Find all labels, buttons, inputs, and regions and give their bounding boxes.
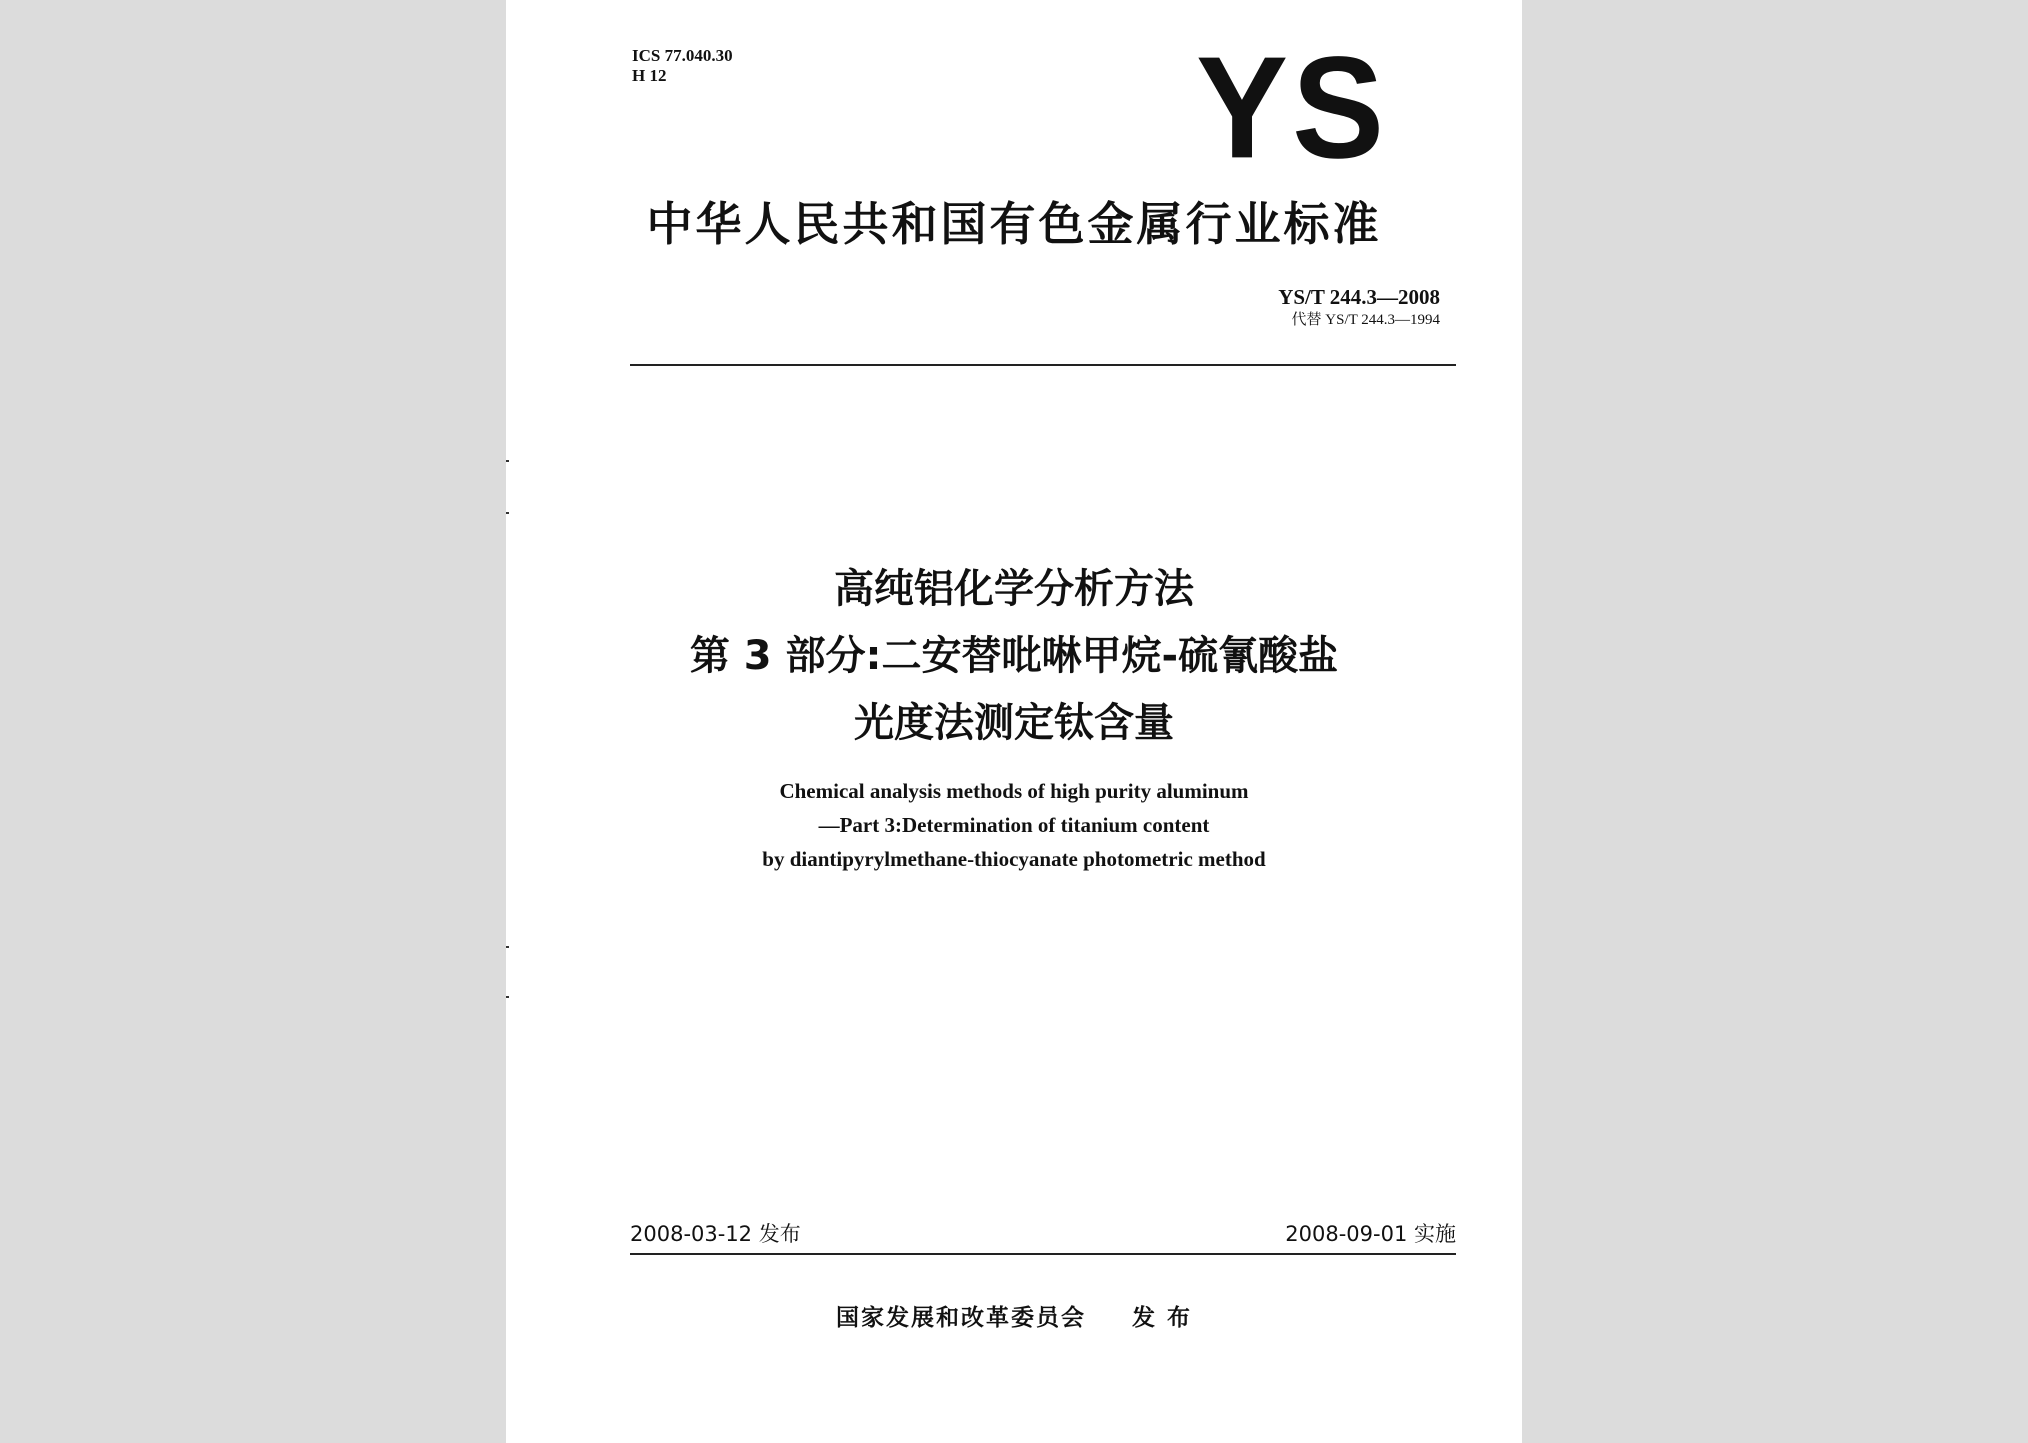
class-code: H 12 [632,66,667,85]
scan-mark [506,512,509,514]
chinese-title [506,556,1522,757]
standard-title: 中华人民共和国有色金属行业标准 [646,197,1382,251]
english-title-line: Chemical analysis methods of high purity aluminum [779,779,1249,803]
issue-date: 2008-03-12 发布 [630,1222,801,1246]
english-title-line: by diantipyrylmethane-thiocyanate photometric method [762,847,1266,871]
bottom-divider [630,1253,1456,1255]
ics-code: ICS 77.040.30 [632,46,733,65]
issuer-line [506,1302,1522,1334]
chinese-title-line: 高纯铝化学分析方法 [834,566,1194,612]
classification-codes [632,46,733,86]
document-page [506,0,1522,1443]
ys-logo: YS [1196,27,1389,189]
english-title [506,774,1522,876]
chinese-title-line: 第 3 部分:二安替吡啉甲烷-硫氰酸盐 [689,633,1339,679]
issuer-name: 国家发展和改革委员会 [835,1305,1086,1331]
standard-number-block [1278,284,1440,330]
top-divider [630,364,1456,366]
issuer-action: 发 布 [1132,1305,1193,1331]
scan-mark [506,460,509,462]
chinese-title-line: 光度法测定钛含量 [854,700,1174,746]
scan-mark [506,996,509,998]
standard-number: YS/T 244.3—2008 [1278,285,1440,309]
implementation-date: 2008-09-01 实施 [1285,1222,1456,1246]
replaces-number: 代替 YS/T 244.3—1994 [1291,312,1440,328]
english-title-line: —Part 3:Determination of titanium content [818,813,1210,837]
scan-mark [506,946,509,948]
